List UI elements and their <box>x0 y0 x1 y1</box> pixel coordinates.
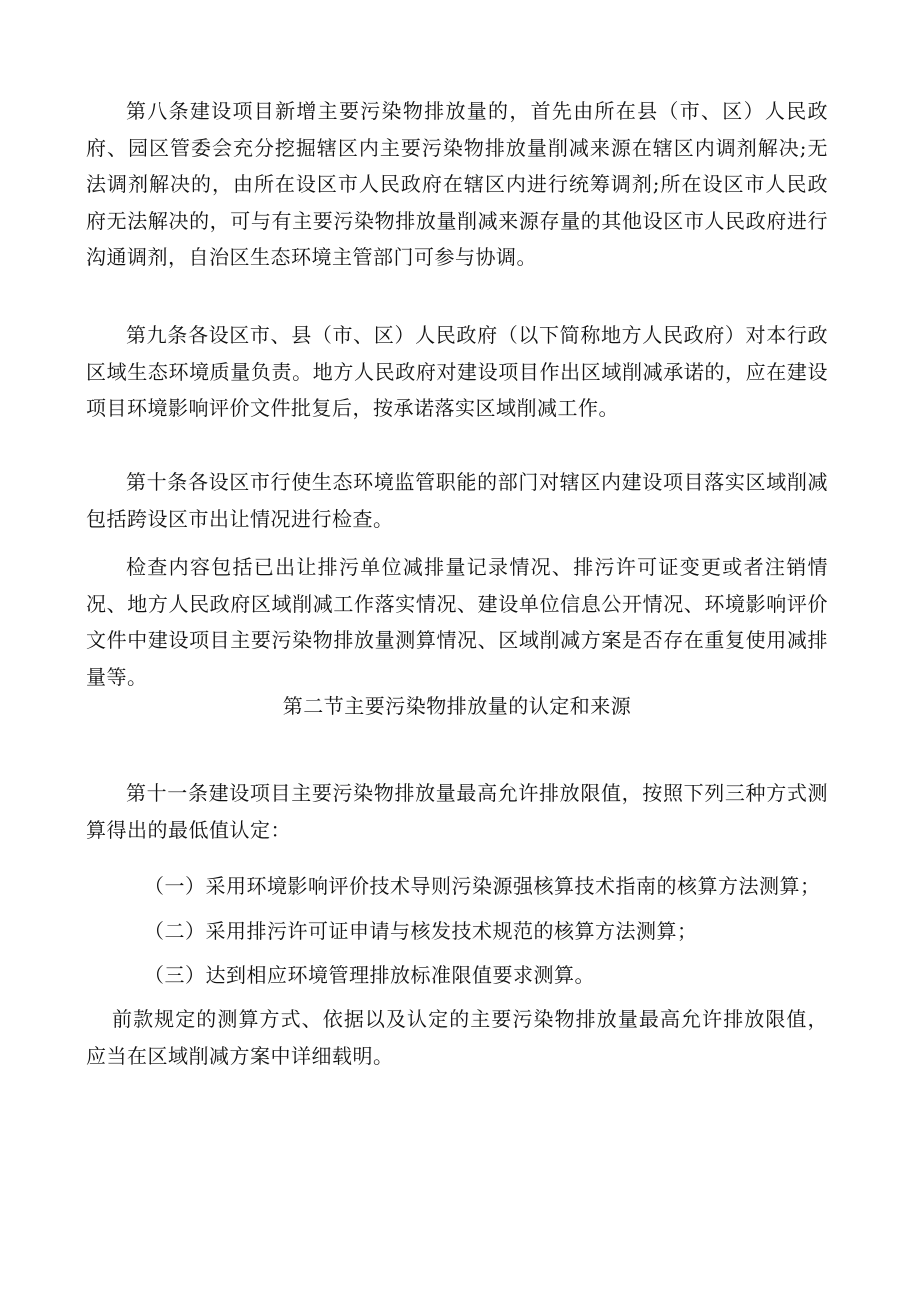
article-10-paragraph: 第十条各设区市行使生态环境监管职能的部门对辖区内建设项目落实区域削减包括跨设区市出让情况进行检查。 <box>86 470 828 531</box>
article-11-item-2: （二）采用排污许可证申请与核发技术规范的核算方法测算； <box>144 919 698 943</box>
article-11-paragraph: 第十一条建设项目主要污染物排放量最高允许排放限值，按照下列三种方式测算得出的最低值认定： <box>86 781 828 842</box>
article-10-inspection-content: 检查内容包括已出让排污单位减排量记录情况、排污许可证变更或者注销情况、地方人民政府区域削减工作落实情况、建设单位信息公开情况、环境影响评价文件中建设项目主要污染物排放量测算情况、区域削减方案是否存在重复使用减排量等。 <box>86 555 828 689</box>
closing-paragraph: 前款规定的测算方式、依据以及认定的主要污染物排放量最高允许排放限值，应当在区域削减方案中详细载明。 <box>86 1007 828 1068</box>
article-11-item-1: （一）采用环境影响评价技术导则污染源强核算技术指南的核算方法测算； <box>144 874 821 898</box>
article-8-paragraph: 第八条建设项目新增主要污染物排放量的，首先由所在县（市、区）人民政府、园区管委会充分挖掘辖区内主要污染物排放量削减来源在辖区内调剂解决;无法调剂解决的，由所在设区市人民政府在辖区内进行统筹调剂;所在设区市人民政府无法解决的，可与有主要污染物排放量削减来源存量的其他设区市人民政府进行沟通调剂，自治区生态环境主管部门可参与协调。 <box>86 99 828 269</box>
article-9-paragraph: 第九条各设区市、县（市、区）人民政府（以下简称地方人民政府）对本行政区域生态环境质量负责。地方人民政府对建设项目作出区域削减承诺的，应在建设项目环境影响评价文件批复后，按承诺落实区域削减工作。 <box>86 323 828 420</box>
article-11-item-3: （三）达到相应环境管理排放标准限值要求测算。 <box>144 963 595 987</box>
section-2-title: 第二节主要污染物排放量的认定和来源 <box>282 694 632 718</box>
